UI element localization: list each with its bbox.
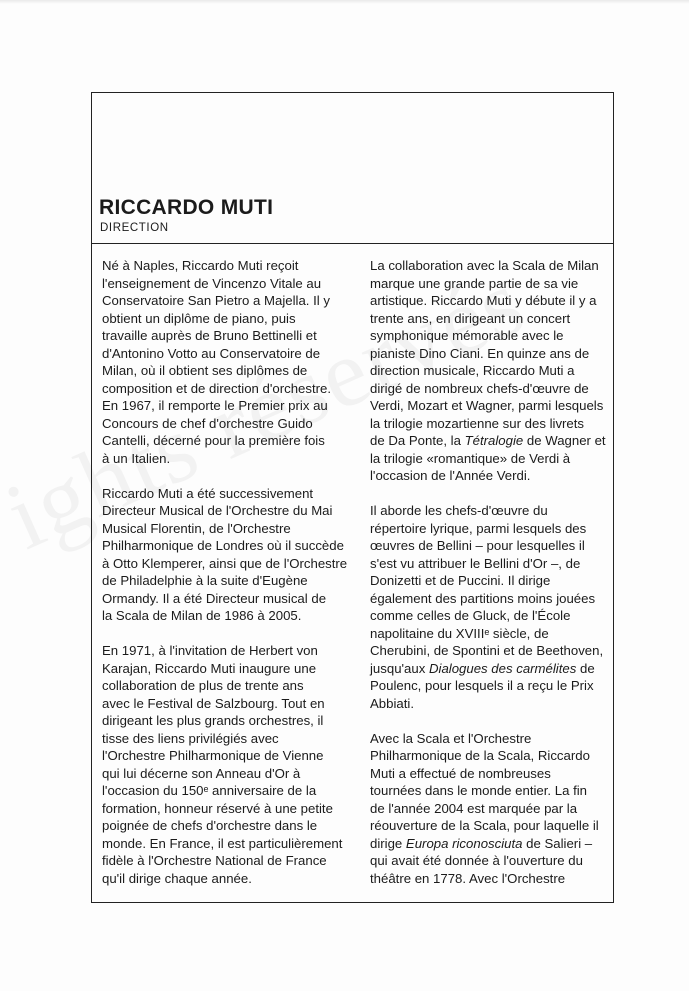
paragraph <box>370 257 620 485</box>
text-run: Il aborde les chefs-d'œuvre du répertoire lyrique, parmi lesquels des œuvres de Bellini – pour lesquelles il s'est vu attribuer le Bellini d'Or –, de Donizetti et de Puccini. Il dirige également des partitions moins jouées comme celles de Gluck, de l'École napolitaine du XVIIIᵉ siècle, de Cherubini, de Spontini et de Beethoven, jusqu'aux <box>370 503 604 676</box>
paragraph: En 1971, à l'invitation de Herbert von Karajan, Riccardo Muti inaugure une collaboration de plus de trente ans avec le Festival de Salzbourg. Tout en dirigeant les plus grands orchestres, il tisse des liens privilégiés avec l'Orchestre Philharmonique de Vienne qui lui décerne son Anneau d'Or à l'occasion du 150ᵉ anniversaire de la formation, honneur réservé à une petite poignée de chefs d'orchestre dans le monde. En France, il est particulièrement fidèle à l'Orchestre National de France qu'il dirige chaque année. <box>102 643 343 886</box>
text-run: de Poulenc, pour lesquels il a reçu le Prix Abbiati. <box>370 660 595 711</box>
paragraph <box>370 730 620 888</box>
text-run: La collaboration avec la Scala de Milan marque une grande partie de sa vie artistique. Riccardo Muti y débute il y a trente ans, en dirigeant un concert symphonique mémorable avec le pianiste Dino Ciani. En quinze ans de direction musicale, Riccardo Muti a dirigé de nombreux chefs-d'œuvre de Verdi, Mozart et Wagner, parmi lesquels la trilogie mozartienne sur des livrets de Da Ponte, la <box>370 258 604 448</box>
text-run: de Salieri – qui avait été donnée à l'ouverture du théâtre en 1778. Avec l'Orchestre <box>370 835 593 886</box>
paragraph: Né à Naples, Riccardo Muti reçoit l'enseignement de Vincenzo Vitale au Conservatoire San Pietro a Majella. Il y obtient un diplôme de piano, puis travaille auprès de Bruno Bettinelli et d'Antonino Votto au Conservatoire de Milan, où il obtient ses diplômes de composition et de direction d'orchestre. En 1967, il remporte le Premier prix au Concours de chef d'orchestre Guido Cantelli, décerné pour la première fois à un Italien. <box>102 258 332 466</box>
page-top-shadow <box>0 0 689 4</box>
page-title: RICCARDO MUTI <box>99 196 274 219</box>
biography-right-column <box>370 257 620 905</box>
paragraph <box>370 502 620 712</box>
page-subtitle: DIRECTION <box>100 222 169 234</box>
text-run: Avec la Scala et l'Orchestre Philharmonique de la Scala, Riccardo Muti a effectué de nombreuses tournées dans le monde entier. La fin de l'année 2004 est marquée par la réouverture de la Scala, pour laquelle il dirige <box>370 730 599 851</box>
header-divider <box>91 243 614 244</box>
work-title: Dialogues des carmélites <box>428 660 577 676</box>
work-title: Tétralogie <box>464 433 524 448</box>
text-run: de Wagner et la trilogie «romantique» de Verdi à l'occasion de l'Année Verdi. <box>370 433 606 483</box>
biography-left-column <box>102 257 360 905</box>
work-title: Europa riconosciuta <box>405 835 523 851</box>
paragraph: Riccardo Muti a été successivement Directeur Musical de l'Orchestre du Mai Musical Florentin, de l'Orchestre Philharmonique de Londres où il succède à Otto Klemperer, ainsi que de l'Orchestre de Philadelphie à la suite d'Eugène Ormandy. Il a été Directeur musical de la Scala de Milan de 1986 à 2005. <box>102 485 348 623</box>
